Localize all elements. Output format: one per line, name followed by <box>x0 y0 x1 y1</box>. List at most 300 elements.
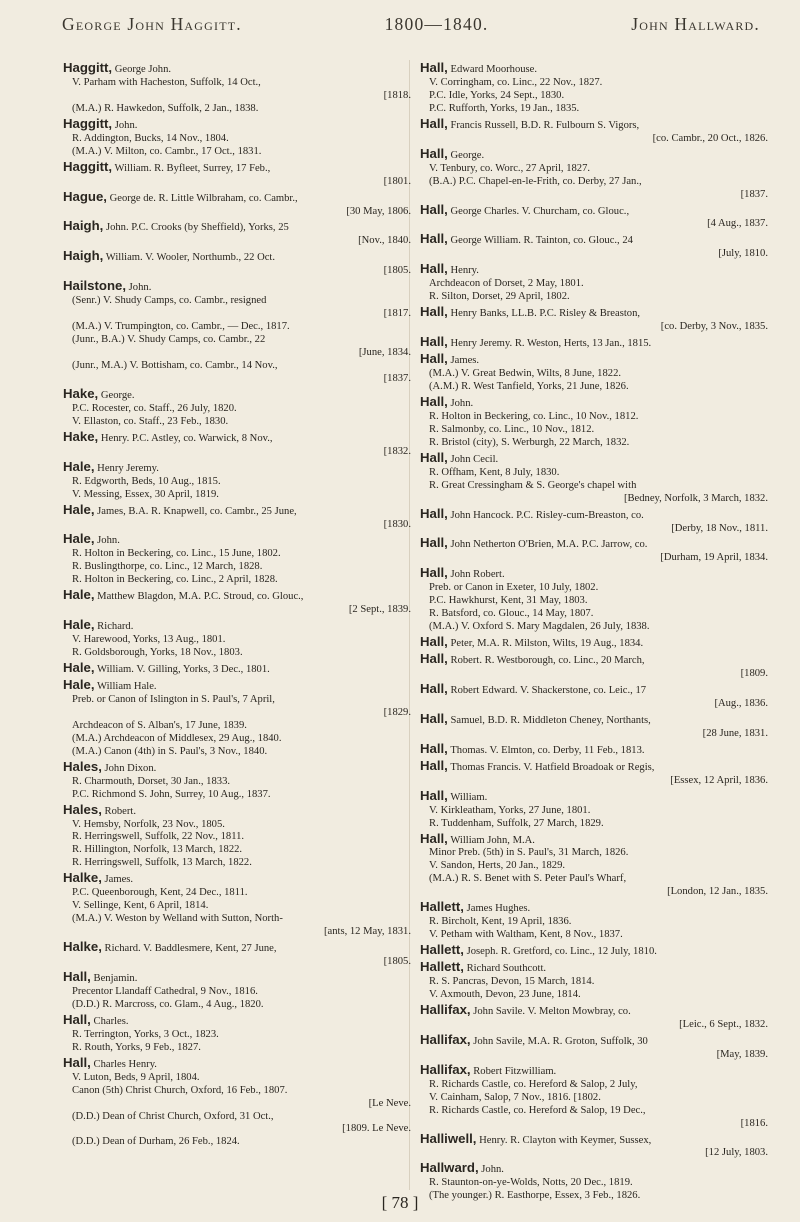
entry-line: R. Routh, Yorks, 9 Feb., 1827. <box>72 1041 201 1053</box>
entry-heading <box>63 146 413 159</box>
entry-heading <box>420 1032 770 1049</box>
entry <box>420 304 770 334</box>
entry <box>420 1062 770 1131</box>
entry-line: R. Bristol (city), S. Werburgh, 22 March, 1832. <box>429 436 630 448</box>
entry-heading <box>63 278 413 295</box>
entry-heading <box>420 899 770 916</box>
entry-line: V. Ellaston, co. Staff., 23 Feb., 1830. <box>72 415 229 427</box>
entry <box>420 231 770 261</box>
entry-heading <box>420 351 770 368</box>
entry-name: Hake, <box>63 385 99 401</box>
header-left: George John Haggitt. <box>62 14 242 34</box>
entry-name: Hall, <box>420 505 448 521</box>
entry-name: Hall, <box>420 634 448 650</box>
entry <box>420 942 770 959</box>
entry-name: Hallett, <box>420 959 464 975</box>
entry-name: Hallifax, <box>420 1031 471 1047</box>
entry-heading-text: Henry. <box>447 265 479 277</box>
entry-line: [June, 1834. <box>358 347 411 359</box>
entry-heading <box>63 531 413 548</box>
entry-name: Hall, <box>63 969 91 984</box>
entry-heading <box>420 535 770 552</box>
entry <box>420 1131 770 1161</box>
entry <box>63 116 413 146</box>
entry <box>63 660 413 677</box>
entry <box>63 459 413 502</box>
entry-name: Hale, <box>63 531 95 547</box>
entry-line: V. Messing, Essex, 30 April, 1819. <box>72 488 219 500</box>
entry-heading-text: James Hughes. <box>463 903 531 915</box>
entry-heading <box>63 189 413 206</box>
entry-heading-text: George de. R. Little Wilbraham, co. Cambr., <box>106 192 298 204</box>
entry <box>420 261 770 304</box>
entry-heading-text: Peter, M.A. R. Milston, Wilts, 19 Aug., 1834. <box>447 638 644 650</box>
entry-line: R. Tuddenham, Suffolk, 27 March, 1829. <box>429 817 604 829</box>
entry-name: Hall, <box>420 710 448 726</box>
entry-line: Minor Preb. (5th) in S. Paul's, 31 March, 1826. <box>429 847 629 859</box>
entry-line: (M.A.) V. Great Bedwin, Wilts, 8 June, 1822. <box>429 368 622 380</box>
entry-heading-text: John Savile, M.A. R. Groton, Suffolk, 30 <box>470 1035 648 1047</box>
entry-name: Hague, <box>63 188 107 204</box>
entry <box>420 651 770 681</box>
entry-line: [1817. <box>383 308 411 320</box>
entry-heading-text: John. <box>478 1164 504 1176</box>
entry <box>63 617 413 660</box>
entry-name: Hall, <box>420 145 448 161</box>
entry-line: R. Addington, Bucks, 14 Nov., 1804. <box>72 132 229 144</box>
entry-name: Haigh, <box>63 218 104 234</box>
entry-line: [London, 12 Jan., 1835. <box>667 886 768 898</box>
entry-heading <box>63 429 413 446</box>
entry-line: [1830. <box>383 518 411 530</box>
entry-line: [co. Derby, 3 Nov., 1835. <box>660 321 768 333</box>
entry <box>420 450 770 506</box>
entry-line: [1805. <box>383 265 411 277</box>
entry-heading <box>63 870 413 887</box>
entry-heading <box>420 231 770 248</box>
entry <box>420 334 770 351</box>
entry-heading <box>63 248 413 265</box>
entry-heading <box>420 1160 770 1177</box>
entry-line: Preb. or Canon of Islington in S. Paul's, 7 April, <box>72 693 275 705</box>
entry-line: [4 Aug., 1837. <box>707 218 768 230</box>
entry-line: P.C. Idle, Yorks, 24 Sept., 1830. <box>429 89 565 101</box>
entry <box>63 159 413 189</box>
entry-name: Hallifax, <box>420 1061 471 1077</box>
entry-name: Hall, <box>420 115 448 131</box>
entry-heading <box>420 202 770 219</box>
entry-name: Haggitt, <box>63 115 113 131</box>
entry <box>420 758 770 788</box>
entry-heading <box>63 218 413 235</box>
entry-line: P.C. Rufforth, Yorks, 19 Jan., 1835. <box>429 102 580 114</box>
entry-line: R. Terrington, Yorks, 3 Oct., 1823. <box>72 1028 219 1040</box>
entry-line: R. Richards Castle, co. Hereford & Salop, 2 July, <box>429 1078 638 1090</box>
entry-heading-text: John Savile. V. Melton Mowbray, co. <box>470 1005 631 1017</box>
entry-heading-text: Charles. <box>90 1015 129 1027</box>
entry-heading <box>63 60 413 77</box>
page-number: [ 78 ] <box>381 1193 419 1212</box>
entry-line: V. Sellinge, Kent, 6 April, 1814. <box>72 900 209 912</box>
entry <box>420 394 770 450</box>
entry-heading-text: William. <box>447 791 488 803</box>
entry-heading-text: John Robert. <box>447 569 505 581</box>
entry <box>420 146 770 202</box>
entry-line: (B.A.) P.C. Chapel-en-le-Frith, co. Derby, 27 Jan., <box>429 175 642 187</box>
entry-heading <box>420 758 770 775</box>
entry-line: V. Luton, Beds, 9 April, 1804. <box>72 1071 200 1083</box>
entry-name: Hall, <box>420 304 448 320</box>
entry-heading-text: Charles Henry. <box>90 1058 157 1070</box>
entry-name: Hall, <box>420 201 448 217</box>
entry-name: Hallifax, <box>420 1001 471 1017</box>
entry-heading <box>420 942 770 959</box>
entry-heading <box>420 394 770 411</box>
entry-line: R. Herringswell, Suffolk, 13 March, 1822. <box>72 857 252 869</box>
entry <box>63 759 413 802</box>
entry-heading-text: William. V. Wooler, Northumb., 22 Oct. <box>103 252 276 264</box>
entry-heading-text: Richard. <box>94 621 134 633</box>
entry-line: [Nov., 1840. <box>358 235 411 247</box>
entry-line: V. Parham with Hacheston, Suffolk, 14 Oct., <box>72 76 261 88</box>
entry-heading-text: Henry Jeremy. <box>94 462 159 474</box>
entry <box>63 429 413 459</box>
entry-name: Hale, <box>63 676 95 692</box>
entry-name: Hailstone, <box>63 278 127 294</box>
entry <box>420 741 770 758</box>
entry-heading-text: William. V. Gilling, Yorks, 3 Dec., 1801. <box>94 664 270 676</box>
entry-line: P.C. Richmond S. John, Surrey, 10 Aug., 1837. <box>72 788 271 800</box>
entry-name: Hall, <box>420 565 448 581</box>
entry-heading <box>63 617 413 634</box>
entry-name: Hake, <box>63 428 99 444</box>
entry-line: R. S. Pancras, Devon, 15 March, 1814. <box>429 976 595 988</box>
entry-line: [1805. <box>383 956 411 968</box>
entry-line: [Aug., 1836. <box>714 697 768 709</box>
entry-heading <box>63 1055 413 1072</box>
entry-line: Canon (5th) Christ Church, Oxford, 16 Feb., 1807. <box>72 1084 288 1096</box>
entry-line: (Junr., B.A.) V. Shudy Camps, co. Cambr., 22 <box>72 334 266 346</box>
entry-line: [Bedney, Norfolk, 3 March, 1832. <box>623 492 768 504</box>
entry-line: R. Holton in Beckering, co. Linc., 15 June, 1802. <box>72 548 281 560</box>
entry-heading <box>420 565 770 582</box>
entry-line: R. Holton in Beckering, co. Linc., 2 April, 1828. <box>72 574 278 586</box>
entry-name: Hall, <box>420 740 448 756</box>
entry-line: R. Charmouth, Dorset, 30 Jan., 1833. <box>72 775 231 787</box>
entry-heading-text: Robert Edward. V. Shackerstone, co. Leic., 17 <box>447 684 647 696</box>
entry <box>63 60 413 103</box>
entry-line: R. Edgworth, Beds, 10 Aug., 1815. <box>72 475 221 487</box>
entry-heading-text: Thomas. V. Elmton, co. Derby, 11 Feb., 1813. <box>447 744 645 756</box>
entry-line: (Senr.) V. Shudy Camps, co. Cambr., resigned <box>72 295 267 307</box>
entry-name: Halke, <box>63 870 102 886</box>
entry-heading-text: James. <box>447 355 480 367</box>
entry-line: P.C. Rocester, co. Staff., 26 July, 1820. <box>72 402 237 414</box>
entry-heading <box>420 146 770 163</box>
entry-heading <box>63 386 413 403</box>
entry-line: [1818. <box>383 89 411 101</box>
entry-name: Hale, <box>63 458 95 474</box>
entry-heading-text: (M.A.) R. Hawkedon, Suffolk, 2 Jan., 1838. <box>72 102 259 114</box>
entry <box>63 386 413 429</box>
entry <box>420 788 770 831</box>
entry-name: Hales, <box>63 758 102 774</box>
entry-line: V. Petham with Waltham, Kent, 8 Nov., 1837. <box>429 929 623 941</box>
entry-line: R. Staunton-on-ye-Wolds, Notts, 20 Dec., 1819. <box>429 1177 633 1189</box>
entry <box>420 506 770 536</box>
entry-heading-text: Joseph. R. Gretford, co. Linc., 12 July, 1810. <box>463 946 657 958</box>
entry <box>63 587 413 617</box>
entry-heading-text: Robert. R. Westborough, co. Linc., 20 March, <box>447 655 645 667</box>
entry-heading <box>420 1002 770 1019</box>
entry-line: [2 Sept., 1839. <box>348 604 411 616</box>
entry-heading-text: John Hancock. P.C. Risley-cum-Breaston, co. <box>447 509 644 521</box>
entry-name: Hall, <box>420 449 448 465</box>
entry-heading <box>420 116 770 133</box>
entry-line: (A.M.) R. West Tanfield, Yorks, 21 June, 1826. <box>429 380 629 392</box>
entry-name: Hall, <box>420 351 448 367</box>
entry-line: [1816. <box>740 1117 768 1129</box>
entry-heading-text: George John. <box>112 64 172 75</box>
entry-line: R. Offham, Kent, 8 July, 1830. <box>429 466 560 478</box>
entry-line: [1832. <box>383 445 411 457</box>
entry-heading <box>63 116 413 133</box>
entry-line: R. Holton in Beckering, co. Linc., 10 Nov., 1812. <box>429 410 639 422</box>
entry-heading <box>63 759 413 776</box>
entry-name: Hale, <box>63 617 95 633</box>
entry-heading <box>420 788 770 805</box>
entry-heading-text: George Charles. V. Churcham, co. Glouc., <box>447 205 630 217</box>
entry <box>420 681 770 711</box>
entry-heading <box>420 261 770 278</box>
entry-heading-text: Richard Southcott. <box>463 963 547 975</box>
entry-heading <box>63 159 413 176</box>
entry <box>63 1012 413 1055</box>
entry-name: Hall, <box>420 757 448 773</box>
entry-line: (M.A.) V. Weston by Welland with Sutton, North- <box>72 913 283 925</box>
entry <box>63 870 413 939</box>
entry-line: [ants, 12 May, 1831. <box>324 926 411 938</box>
entry <box>63 103 413 116</box>
entry <box>420 535 770 565</box>
entry-line: (Junr., M.A.) V. Bottisham, co. Cambr., 14 Nov., <box>72 360 278 372</box>
running-header <box>62 14 760 35</box>
entry-line: R. Bircholt, Kent, 19 April, 1836. <box>429 916 572 928</box>
entry-heading <box>420 831 770 848</box>
entry-line: [1809. Le Neve. <box>342 1123 411 1135</box>
entry <box>63 146 413 159</box>
entry-line: (M.A.) V. Oxford S. Mary Magdalen, 26 July, 1838. <box>429 621 650 633</box>
entry-name: Halke, <box>63 939 102 955</box>
entry-line: [30 May, 1806. <box>346 205 411 217</box>
entry-line: R. Goldsborough, Yorks, 18 Nov., 1803. <box>72 647 243 659</box>
entry-line: [1809. <box>740 668 768 680</box>
entry <box>63 969 413 1012</box>
entry-heading-text: Thomas Francis. V. Hatfield Broadoak or Regis, <box>447 761 655 773</box>
entry-line: V. Tenbury, co. Worc., 27 April, 1827. <box>429 162 591 174</box>
entry-heading <box>63 969 413 986</box>
entry-line: [12 July, 1803. <box>705 1147 768 1159</box>
entry-line: P.C. Queenborough, Kent, 24 Dec., 1811. <box>72 887 248 899</box>
header-right: John Hallward. <box>631 14 760 34</box>
entry <box>63 802 413 871</box>
entry-heading-text: John Cecil. <box>447 453 499 465</box>
entry <box>420 711 770 741</box>
entry-name: Hallett, <box>420 899 464 915</box>
entry-line: [Leic., 6 Sept., 1832. <box>679 1018 768 1030</box>
entry-heading-text: John Netherton O'Brien, M.A. P.C. Jarrow, co. <box>447 539 648 551</box>
entry-name: Hale, <box>63 660 95 676</box>
entry-line: [1837. <box>740 188 768 200</box>
entry-line: V. Cainham, Salop, 7 Nov., 1816. [1802. <box>429 1091 601 1103</box>
entry-heading <box>63 660 413 677</box>
entry <box>420 60 770 116</box>
header-center: 1800—1840. <box>384 14 489 34</box>
entry-line: [May, 1839. <box>716 1048 768 1060</box>
entry-line: V. Sandon, Herts, 20 Jan., 1829. <box>429 860 566 872</box>
entry <box>420 116 770 146</box>
entry-name: Hale, <box>63 587 95 603</box>
entry-name: Hall, <box>420 787 448 803</box>
entry-line: R. Batsford, co. Glouc., 14 May, 1807. <box>429 608 594 620</box>
entry-line: R. Richards Castle, co. Hereford & Salop, 19 Dec., <box>429 1104 646 1116</box>
entry-name: Hall, <box>63 1054 91 1070</box>
entry-line: (The younger.) R. Easthorpe, Essex, 3 Feb., 1826. <box>429 1190 641 1202</box>
entry-line: [1837. <box>383 372 411 384</box>
entry-line: (M.A.) Archdeacon of Middlesex, 29 Aug., 1840. <box>72 732 282 744</box>
entry-line: [28 June, 1831. <box>702 727 768 739</box>
entry-heading <box>420 634 770 651</box>
entry-heading <box>420 304 770 321</box>
entry <box>420 899 770 942</box>
entry-name: Hall, <box>420 261 448 277</box>
entry <box>63 278 413 386</box>
entry-line: [1801. <box>383 175 411 187</box>
entry-name: Hall, <box>420 60 448 75</box>
entry-heading-text: (M.A.) V. Milton, co. Cambr., 17 Oct., 1831. <box>72 145 262 157</box>
entry-line: R. Salmonby, co. Linc., 10 Nov., 1812. <box>429 423 595 435</box>
entry-line: V. Kirkleatham, Yorks, 27 June, 1801. <box>429 804 591 816</box>
entry-heading-text: Samuel, B.D. R. Middleton Cheney, Northants, <box>447 714 651 726</box>
entry-name: Hall, <box>420 680 448 696</box>
entry-heading <box>63 103 413 116</box>
entry-name: Hall, <box>420 651 448 667</box>
entry-heading-text: Henry Banks, LL.B. P.C. Risley & Breaston, <box>447 308 641 320</box>
entry-line: (M.A.) Canon (4th) in S. Paul's, 3 Nov., 1840. <box>72 745 268 757</box>
entry-heading-text: Robert Fitzwilliam. <box>470 1065 557 1077</box>
entry <box>420 959 770 1002</box>
entry-heading <box>63 459 413 476</box>
entry-line: R. Silton, Dorset, 29 April, 1802. <box>429 291 570 303</box>
entry-heading-text: George William. R. Tainton, co. Glouc., 24 <box>447 235 633 247</box>
entry-line: V. Hemsby, Norfolk, 23 Nov., 1805. <box>72 818 225 830</box>
entry-name: Hales, <box>63 801 102 817</box>
entry-line: V. Harewood, Yorks, 13 Aug., 1801. <box>72 634 226 646</box>
entry <box>420 1002 770 1032</box>
entry-name: Haggitt, <box>63 158 113 174</box>
entry <box>420 634 770 651</box>
entry-line: Preb. or Canon in Exeter, 10 July, 1802. <box>429 582 599 594</box>
entry-heading-text: George. <box>98 389 135 401</box>
entry-name: Halliwell, <box>420 1130 477 1146</box>
entry <box>420 831 770 900</box>
entry-heading <box>420 506 770 523</box>
entry-heading <box>63 587 413 604</box>
entry-line: [1829. <box>383 706 411 718</box>
entry-line: (D.D.) R. Marcross, co. Glam., 4 Aug., 1820. <box>72 998 264 1010</box>
entry-line: [Durham, 19 April, 1834. <box>660 552 768 564</box>
entry-heading-text: James. <box>101 874 134 886</box>
entry-name: Hall, <box>420 393 448 409</box>
entry-line: (D.D.) Dean of Christ Church, Oxford, 31 Oct., <box>72 1110 274 1122</box>
entry-heading-text: Francis Russell, B.D. R. Fulbourn S. Vigors, <box>447 119 640 131</box>
entry-line: [co. Cambr., 20 Oct., 1826. <box>652 132 768 144</box>
entry-line: P.C. Hawkhurst, Kent, 31 May, 1803. <box>429 595 588 607</box>
entry-line: (M.A.) V. Trumpington, co. Cambr., — Dec., 1817. <box>72 321 290 333</box>
entry-line: R. Herringswell, Suffolk, 22 Nov., 1811. <box>72 831 245 843</box>
entry-heading-text: John. <box>112 119 138 131</box>
entry-heading-text: James, B.A. R. Knapwell, co. Cambr., 25 June, <box>94 505 297 517</box>
entry-heading-text: Richard. V. Baddlesmere, Kent, 27 June, <box>101 943 277 955</box>
entry <box>63 1055 413 1150</box>
entry-line: [July, 1810. <box>718 248 768 260</box>
entry <box>420 1032 770 1062</box>
entry-heading-text: John. <box>94 535 120 547</box>
entry-line: (M.A.) R. S. Benet with S. Peter Paul's Wharf, <box>429 873 627 885</box>
entry <box>63 189 413 219</box>
entry-name: Hall, <box>420 830 448 846</box>
entry-heading-text: John. P.C. Crooks (by Sheffield), Yorks, 25 <box>103 222 289 234</box>
entry-heading <box>63 802 413 819</box>
entry-name: Hall, <box>63 1011 91 1027</box>
entry <box>63 677 413 759</box>
entry-heading <box>63 677 413 694</box>
entry-heading-text: John. <box>126 282 152 294</box>
entry-name: Hall, <box>420 231 448 247</box>
entry-line: [Essex, 12 April, 1836. <box>670 774 768 786</box>
entry-heading-text: John. <box>447 397 474 409</box>
left-column <box>63 60 413 1149</box>
entry-name: Haggitt, <box>63 60 113 75</box>
entry-line: R. Great Cressingham & S. George's chapel with <box>429 479 637 491</box>
entry-line: R. Hillington, Norfolk, 13 March, 1822. <box>72 844 243 856</box>
entry-heading <box>63 1012 413 1029</box>
entry-line: V. Axmouth, Devon, 23 June, 1814. <box>429 989 581 1000</box>
entry-heading <box>420 681 770 698</box>
entry-heading <box>420 1131 770 1148</box>
entry-name: Hall, <box>420 535 448 551</box>
entry-heading <box>63 502 413 519</box>
entry-heading-text: Benjamin. <box>90 973 138 984</box>
entry-line: V. Corringham, co. Linc., 22 Nov., 1827. <box>429 76 603 88</box>
entry-heading-text: Robert. <box>101 805 136 817</box>
entry-heading <box>420 741 770 758</box>
entry <box>420 202 770 232</box>
entry-heading-text: Henry Jeremy. R. Weston, Herts, 13 Jan., 1815. <box>447 338 652 350</box>
entry-heading <box>420 1062 770 1079</box>
entry-heading-text: William John, M.A. <box>447 834 535 846</box>
entry-line: Archdeacon of S. Alban's, 17 June, 1839. <box>72 719 247 731</box>
entry <box>63 531 413 587</box>
entry-heading <box>420 711 770 728</box>
entry-line: Archdeacon of Dorset, 2 May, 1801. <box>429 278 584 290</box>
entry-heading-text: Henry. R. Clayton with Keymer, Sussex, <box>476 1134 652 1146</box>
entry-heading-text: William Hale. <box>94 680 157 692</box>
entry-line: [Derby, 18 Nov., 1811. <box>671 522 768 534</box>
entry-heading-text: Henry. P.C. Astley, co. Warwick, 8 Nov., <box>98 432 273 444</box>
entry-heading <box>420 651 770 668</box>
entry <box>420 565 770 634</box>
